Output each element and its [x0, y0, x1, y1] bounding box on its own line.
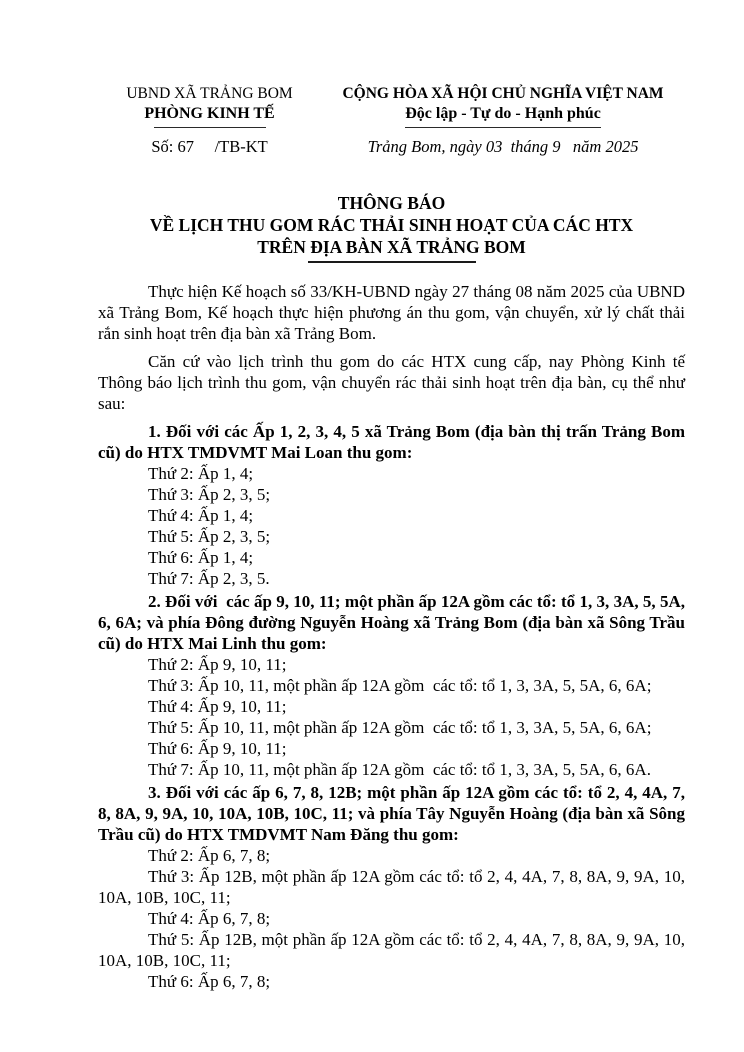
- schedule-line: Thứ 2: Ấp 1, 4;: [148, 464, 254, 483]
- section-2-mai-linh: [98, 591, 690, 780]
- schedule-line: Thứ 6: Ấp 1, 4;: [148, 548, 254, 567]
- schedule-line: Thứ 2: Ấp 6, 7, 8;: [148, 846, 271, 865]
- section-3-nam-dang: [98, 782, 690, 992]
- schedule-line: Thứ 4: Ấp 9, 10, 11;: [148, 697, 287, 716]
- national-motto: Độc lập - Tự do - Hạnh phúc: [405, 105, 601, 122]
- document-title: [98, 192, 685, 263]
- schedule-line: Thứ 4: Ấp 1, 4;: [148, 506, 254, 525]
- title-line-3: TRÊN ĐỊA BÀN XÃ TRẢNG BOM: [257, 237, 526, 257]
- place-and-date: Trảng Bom, ngày 03 tháng 9 năm 2025: [367, 137, 639, 156]
- issuing-org-block: [98, 84, 321, 157]
- intro-paragraph-1: Thực hiện Kế hoạch số 33/KH-UBND ngày 27 tháng 08 năm 2025 của UBND xã Trảng Bom, Kế hoạch thực hiện phương án thu gom, vận chuyển, xử lý chất thải rắn sinh hoạt trên địa bàn xã Trảng Bom.: [98, 282, 690, 343]
- title-line-1: THÔNG BÁO: [337, 193, 446, 213]
- schedule-line: Thứ 7: Ấp 10, 11, một phần ấp 12A gồm các tổ: tổ 1, 3, 3A, 5, 5A, 6, 6A.: [148, 760, 651, 779]
- schedule-line: Thứ 3: Ấp 10, 11, một phần ấp 12A gồm các tổ: tổ 1, 3, 3A, 5, 5A, 6, 6A;: [148, 676, 652, 695]
- schedule-line: Thứ 4: Ấp 6, 7, 8;: [148, 909, 271, 928]
- schedule-line: Thứ 3: Ấp 2, 3, 5;: [148, 485, 271, 504]
- section-1-heading: 1. Đối với các Ấp 1, 2, 3, 4, 5 xã Trảng Bom (địa bàn thị trấn Trảng Bom cũ) do HTX TMDVMT Mai Loan thu gom:: [98, 422, 690, 462]
- org-parent-name: UBND XÃ TRẢNG BOM: [126, 85, 293, 102]
- schedule-line: Thứ 5: Ấp 12B, một phần ấp 12A gồm các tổ: tổ 2, 4, 4A, 7, 8, 8A, 9, 9A, 10, 10A, 10B, 10C, 11;: [98, 930, 690, 970]
- intro-paragraph-2: Căn cứ vào lịch trình thu gom do các HTX cung cấp, nay Phòng Kinh tế Thông báo lịch trình thu gom, vận chuyển rác thải sinh hoạt trên địa bàn, cụ thể như sau:: [98, 352, 690, 413]
- title-line-2: VỀ LỊCH THU GOM RÁC THẢI SINH HOẠT CỦA CÁC HTX: [149, 215, 634, 235]
- document-number: Số: 67 /TB-KT: [151, 137, 268, 156]
- schedule-line: Thứ 3: Ấp 12B, một phần ấp 12A gồm các tổ: tổ 2, 4, 4A, 7, 8, 8A, 9, 9A, 10, 10A, 10B, 10C, 11;: [98, 867, 690, 907]
- section-3-heading: 3. Đối với các ấp 6, 7, 8, 12B; một phần ấp 12A gồm các tổ: tổ 2, 4, 4A, 7, 8, 8A, 9, 9A, 10, 10A, 10B, 10C, 11; và phía Tây Nguyễn Hoàng (địa bàn xã Sông Trầu cũ) do HTX TMDVMT Nam Đăng thu gom:: [98, 783, 690, 844]
- title-rule: [308, 261, 476, 263]
- schedule-line: Thứ 5: Ấp 10, 11, một phần ấp 12A gồm các tổ: tổ 1, 3, 3A, 5, 5A, 6, 6A;: [148, 718, 652, 737]
- schedule-line: Thứ 2: Ấp 9, 10, 11;: [148, 655, 287, 674]
- schedule-line: Thứ 6: Ấp 6, 7, 8;: [148, 972, 271, 991]
- schedule-line: Thứ 7: Ấp 2, 3, 5.: [148, 569, 270, 588]
- document-body: [98, 281, 690, 992]
- document-header: [98, 84, 685, 157]
- org-name-rule: [154, 127, 266, 128]
- schedule-line: Thứ 6: Ấp 9, 10, 11;: [148, 739, 287, 758]
- national-title: CỘNG HÒA XÃ HỘI CHỦ NGHĨA VIỆT NAM: [342, 85, 664, 102]
- org-name: PHÒNG KINH TẾ: [144, 105, 275, 122]
- schedule-line: Thứ 5: Ấp 2, 3, 5;: [148, 527, 271, 546]
- section-1-mai-loan: [98, 421, 690, 589]
- national-motto-block: [321, 84, 685, 157]
- motto-rule: [405, 127, 601, 128]
- section-2-heading: 2. Đối với các ấp 9, 10, 11; một phần ấp 12A gồm các tổ: tổ 1, 3, 3A, 5, 5A, 6, 6A; và phía Đông đường Nguyễn Hoàng xã Trảng Bom (địa bàn xã Sông Trầu cũ) do HTX Mai Linh thu gom:: [98, 592, 690, 653]
